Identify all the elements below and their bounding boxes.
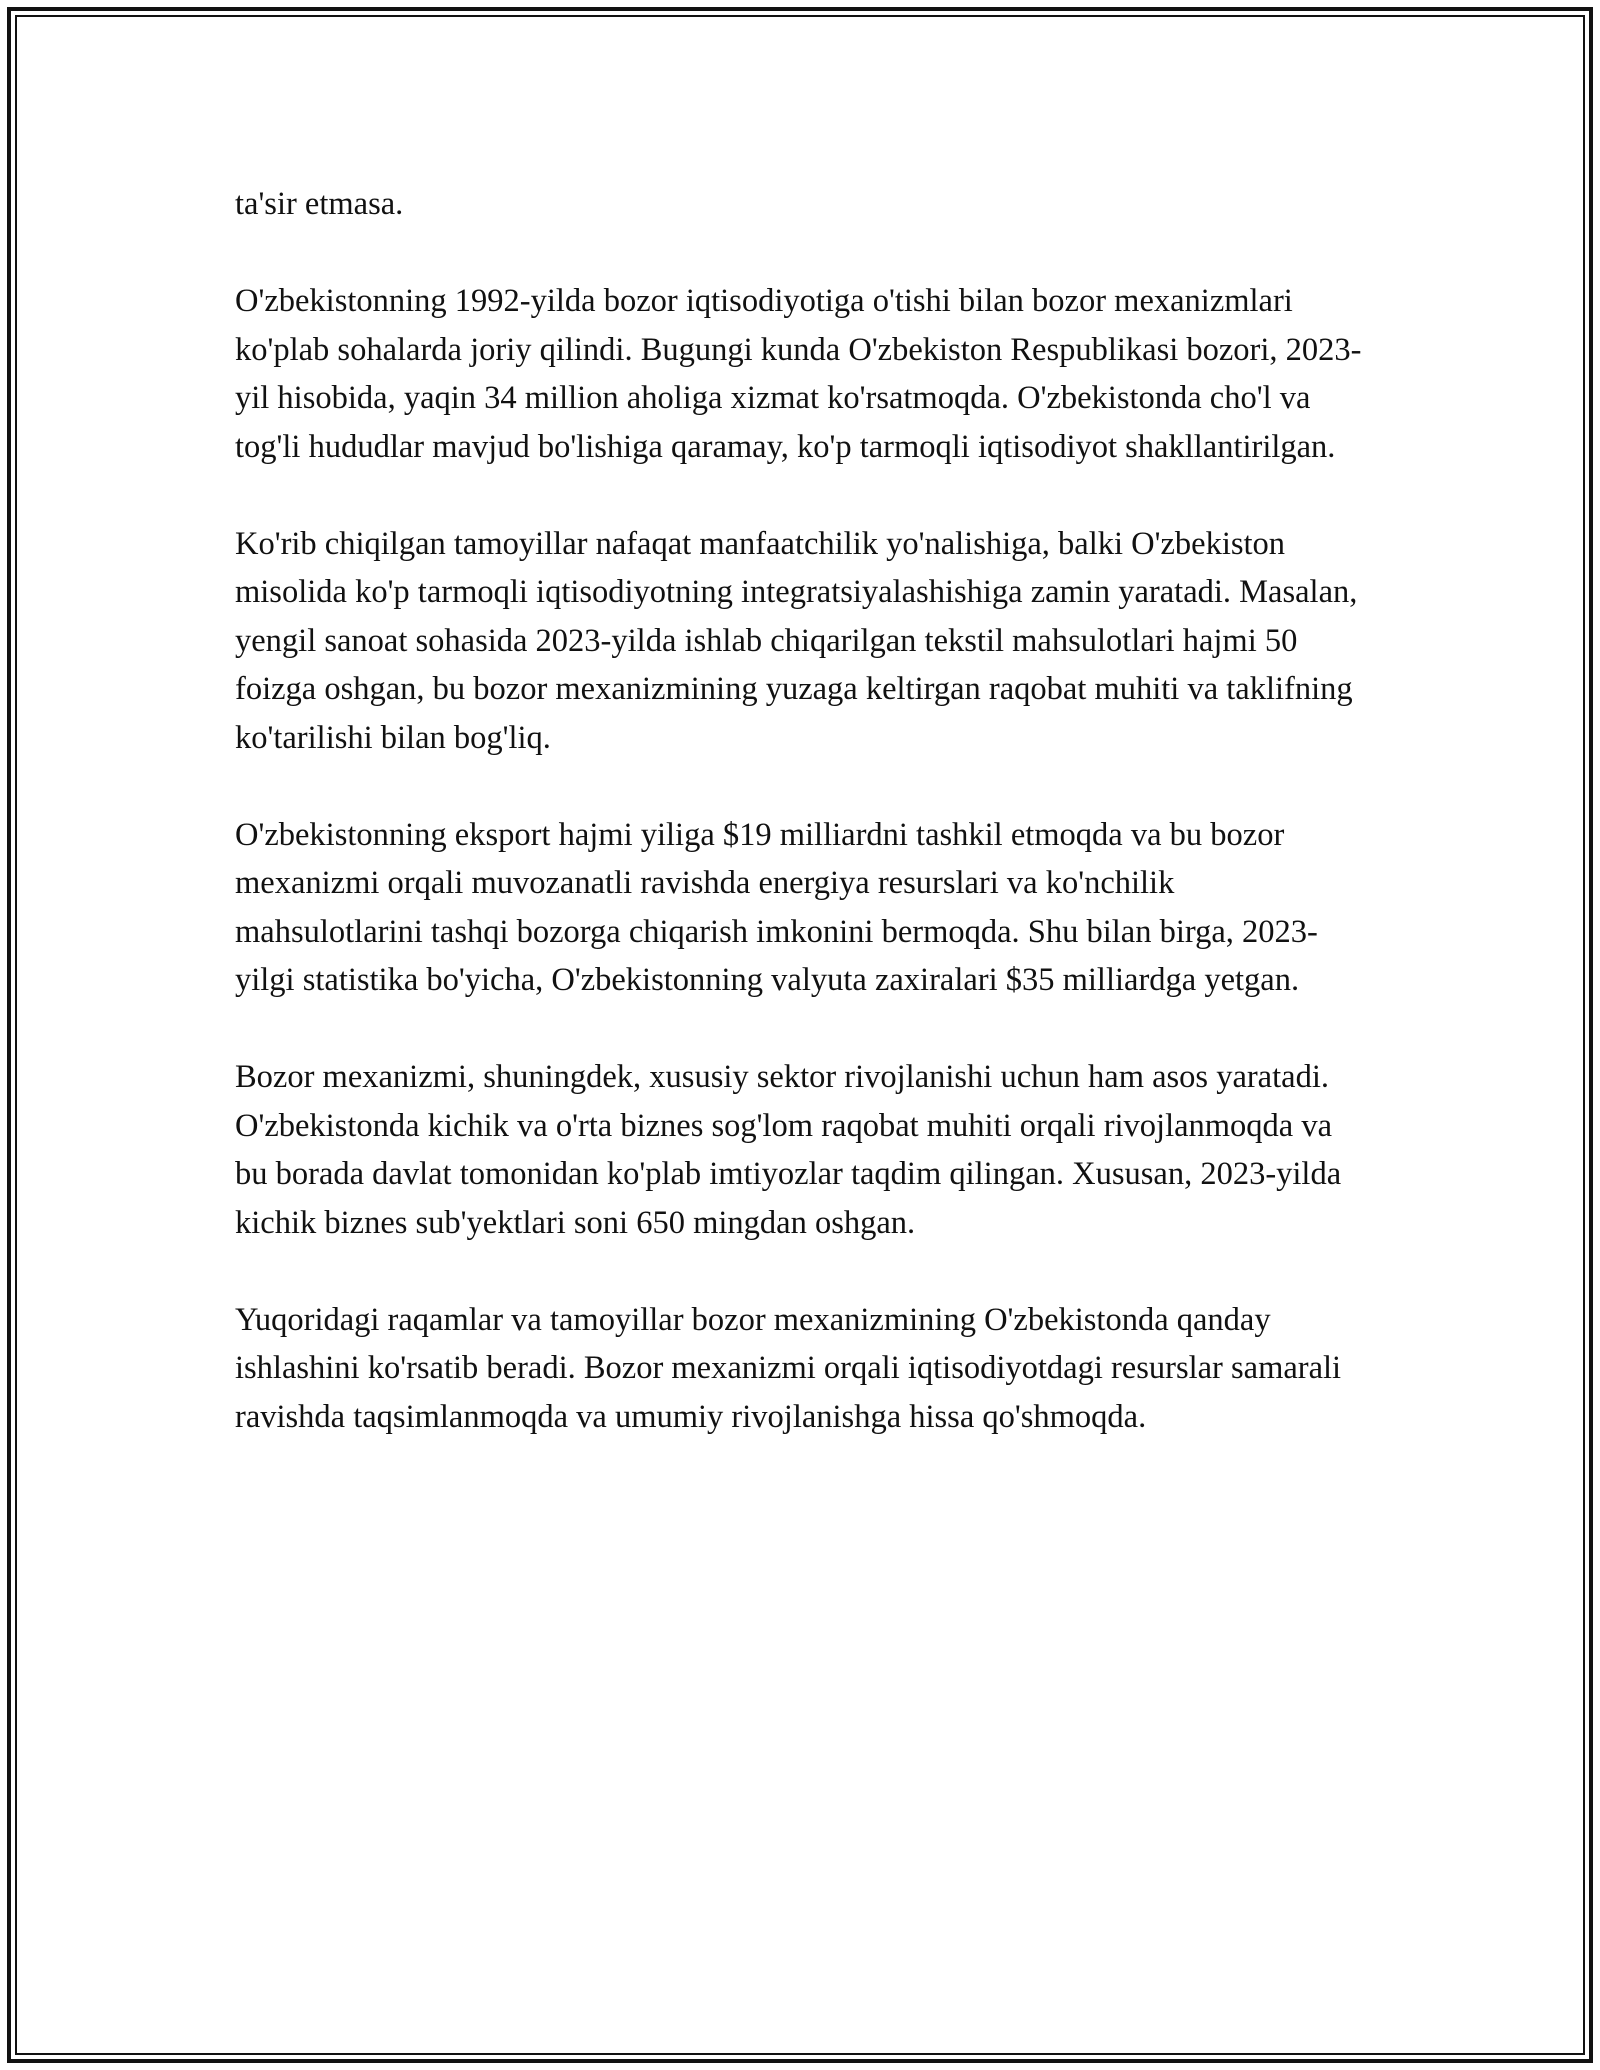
document-body: [235, 180, 1365, 1490]
paragraph-3: Ko'rib chiqilgan tamoyillar nafaqat manfaatchilik yo'nalishiga, balki O'zbekiston misolida ko'p tarmoqli iqtisodiyotning integratsiyalashishiga zamin yaratadi. Masalan, yengil sanoat sohasida 2023-yilda ishlab chiqarilgan tekstil mahsulotlari hajmi 50 foizga oshgan, bu bozor mexanizmining yuzaga keltirgan raqobat muhiti va taklifning ko'tarilishi bilan bog'liq.: [235, 525, 1358, 756]
paragraph-1: ta'sir etmasa.: [235, 186, 404, 222]
paragraph-4: O'zbekistonning eksport hajmi yiliga $19 milliardni tashkil etmoqda va bu bozor mexanizmi orqali muvozanatli ravishda energiya resurslari va ko'nchilik mahsulotlarini tashqi bozorga chiqarish imkonini bermoqda. Shu bilan birga, 2023-yilgi statistika bo'yicha, O'zbekistonning valyuta zaxiralari $35 milliardga yetgan.: [235, 816, 1318, 998]
paragraph-6: Yuqoridagi raqamlar va tamoyillar bozor mexanizmining O'zbekistonda qanday ishlashini ko'rsatib beradi. Bozor mexanizmi orqali iqtisodiyotdagi resurslar samarali ravishda taqsimlanmoqda va umumiy rivojlanishga hissa qo'shmoqda.: [235, 1301, 1342, 1435]
paragraph-5: Bozor mexanizmi, shuningdek, xususiy sektor rivojlanishi uchun ham asos yaratadi. O'zbekistonda kichik va o'rta biznes sog'lom raqobat muhiti orqali rivojlanmoqda va bu borada davlat tomonidan ko'plab imtiyozlar taqdim qilingan. Xususan, 2023-yilda kichik biznes sub'yektlari soni 650 mingdan oshgan.: [235, 1059, 1342, 1241]
paragraph-2: O'zbekistonning 1992-yilda bozor iqtisodiyotiga o'tishi bilan bozor mexanizmlari ko'plab sohalarda joriy qilindi. Bugungi kunda O'zbekiston Respublikasi bozori, 2023-yil hisobida, yaqin 34 million aholiga xizmat ko'rsatmoqda. O'zbekistonda cho'l va tog'li hududlar mavjud bo'lishiga qaramay, ko'p tarmoqli iqtisodiyot shakllantirilgan.: [235, 283, 1362, 465]
